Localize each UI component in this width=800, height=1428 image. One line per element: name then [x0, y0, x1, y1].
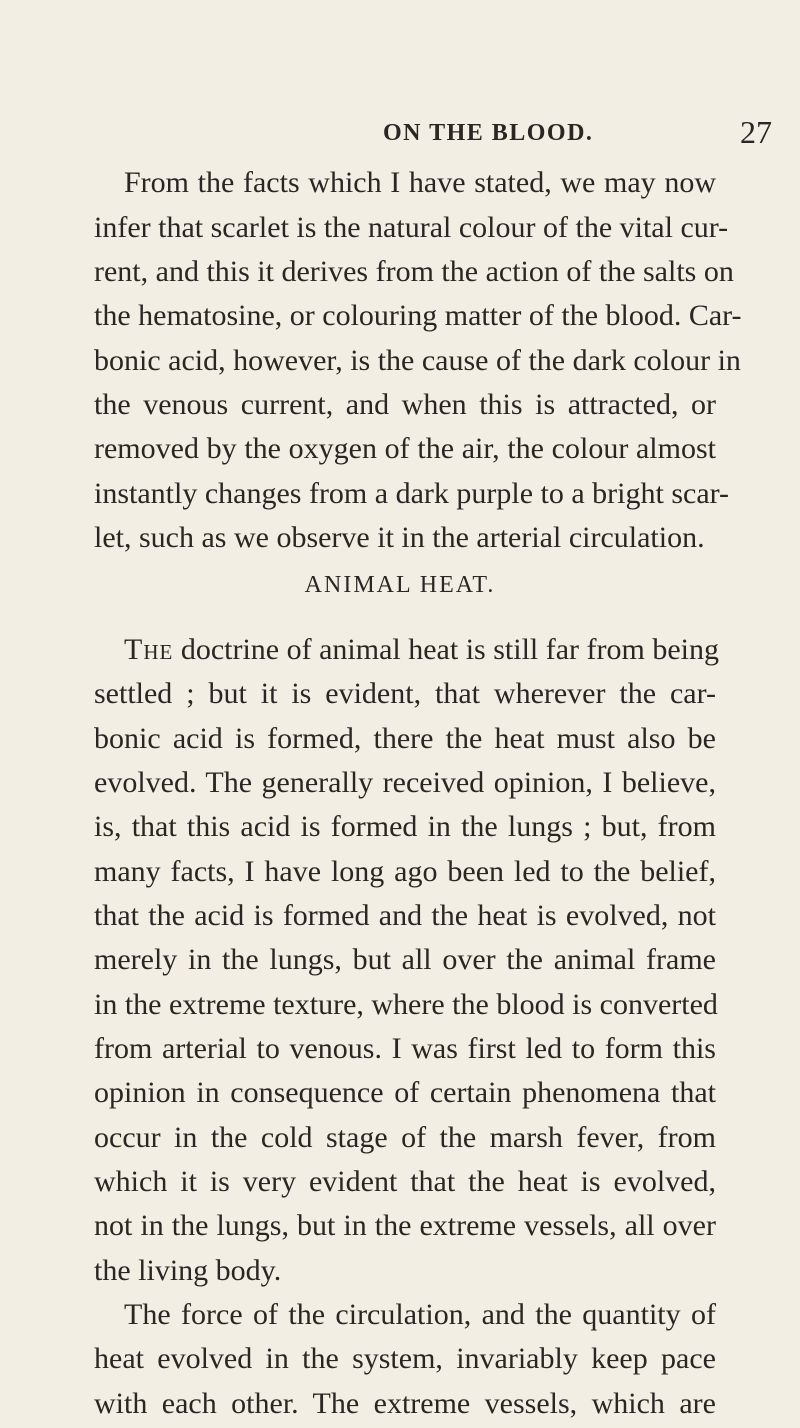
text-line: is, that this acid is formed in the lungs ; but, from — [94, 810, 716, 843]
text-line: the hematosine, or colouring matter of the blood. Car- — [94, 299, 742, 332]
text-line: many facts, I have long ago been led to the belief, — [94, 855, 716, 888]
text-line: From the facts which I have stated, we may now — [124, 166, 716, 199]
text-line: occur in the cold stage of the marsh fever, from — [94, 1121, 716, 1154]
paragraph-lead-word: The — [124, 633, 174, 666]
text-line: the venous current, and when this is attracted, or — [94, 388, 716, 421]
text-line: evolved. The generally received opinion, I believe, — [94, 766, 716, 799]
text-line: that the acid is formed and the heat is evolved, not — [94, 899, 716, 932]
text-line: from arterial to venous. I was first led to form this — [94, 1032, 716, 1065]
text-line: bonic acid is formed, there the heat must also be — [94, 722, 716, 755]
text-line: the living body. — [94, 1254, 282, 1287]
text-line-rest: doctrine of animal heat is still far from being — [180, 633, 719, 666]
text-line — [124, 629, 719, 671]
running-head-title: ON THE BLOOD. — [383, 120, 594, 146]
text-line: merely in the lungs, but all over the animal frame — [94, 943, 716, 976]
text-line: which it is very evident that the heat is evolved, — [94, 1165, 716, 1198]
text-line: with each other. The extreme vessels, which are — [94, 1387, 716, 1420]
section-heading: ANIMAL HEAT. — [304, 572, 496, 598]
text-line: The force of the circulation, and the quantity of — [124, 1298, 716, 1331]
text-line: infer that scarlet is the natural colour of the vital cur- — [94, 211, 729, 244]
text-line: let, such as we observe it in the arterial circulation. — [94, 521, 705, 554]
page-number: 27 — [740, 114, 772, 150]
running-head — [0, 114, 800, 158]
text-line: bonic acid, however, is the cause of the dark colour in — [94, 344, 741, 377]
text-line: rent, and this it derives from the action of the salts on — [94, 255, 734, 288]
text-line: heat evolved in the system, invariably keep pace — [94, 1342, 716, 1375]
text-line: in the extreme texture, where the blood is converted — [94, 988, 718, 1021]
text-line: not in the lungs, but in the extreme vessels, all over — [94, 1209, 716, 1242]
text-line: instantly changes from a dark purple to a bright scar- — [94, 477, 730, 510]
text-line: settled ; but it is evident, that wherever the car- — [94, 677, 716, 710]
text-line: removed by the oxygen of the air, the colour almost — [94, 432, 716, 465]
text-line: opinion in consequence of certain phenomena that — [94, 1076, 716, 1109]
